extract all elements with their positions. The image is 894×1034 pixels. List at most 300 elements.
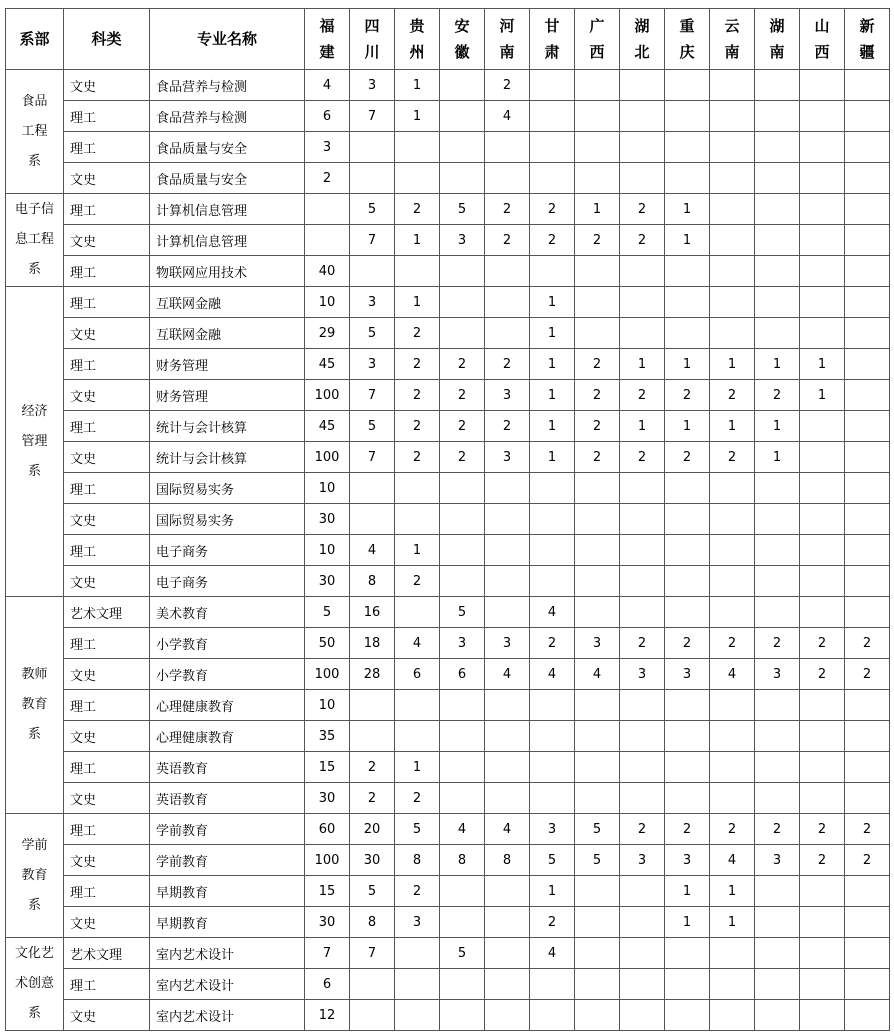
table-row	[6, 597, 890, 628]
quota-cell	[800, 566, 845, 597]
quota-cell	[575, 597, 620, 628]
quota-cell	[440, 504, 485, 535]
quota-cell: 5	[350, 318, 395, 349]
quota-cell	[395, 721, 440, 752]
quota-cell: 35	[305, 721, 350, 752]
quota-cell	[485, 318, 530, 349]
quota-cell	[440, 752, 485, 783]
quota-cell: 1	[395, 70, 440, 101]
quota-cell	[440, 101, 485, 132]
quota-cell	[440, 1000, 485, 1031]
table-row	[6, 287, 890, 318]
quota-cell	[620, 690, 665, 721]
quota-cell: 1	[710, 349, 755, 380]
quota-cell	[845, 225, 890, 256]
table-row	[6, 814, 890, 845]
quota-cell	[845, 287, 890, 318]
quota-cell	[350, 163, 395, 194]
quota-cell: 2	[755, 628, 800, 659]
major-cell: 英语教育	[150, 752, 305, 783]
quota-cell: 2	[800, 845, 845, 876]
quota-cell: 15	[305, 876, 350, 907]
quota-cell: 7	[350, 938, 395, 969]
quota-cell: 2	[485, 349, 530, 380]
quota-cell: 4	[485, 101, 530, 132]
quota-cell: 2	[800, 628, 845, 659]
quota-cell	[485, 535, 530, 566]
quota-cell: 7	[350, 442, 395, 473]
quota-cell	[620, 132, 665, 163]
table-row	[6, 938, 890, 969]
quota-cell	[710, 225, 755, 256]
quota-cell	[530, 783, 575, 814]
category-cell: 理工	[64, 628, 150, 659]
quota-cell	[800, 969, 845, 1000]
department-cell: 学前 教育 系	[6, 814, 64, 938]
quota-cell: 1	[530, 411, 575, 442]
quota-cell: 45	[305, 349, 350, 380]
quota-cell	[575, 783, 620, 814]
quota-cell: 30	[305, 907, 350, 938]
major-cell: 国际贸易实务	[150, 473, 305, 504]
quota-cell: 1	[395, 287, 440, 318]
quota-cell	[350, 504, 395, 535]
quota-cell: 30	[305, 504, 350, 535]
quota-cell: 2	[530, 194, 575, 225]
quota-cell: 3	[620, 659, 665, 690]
quota-cell	[710, 101, 755, 132]
quota-cell: 3	[665, 659, 710, 690]
quota-cell: 3	[485, 442, 530, 473]
quota-cell	[395, 256, 440, 287]
quota-cell	[800, 907, 845, 938]
quota-cell: 3	[485, 380, 530, 411]
quota-cell: 2	[755, 380, 800, 411]
major-cell: 互联网金融	[150, 287, 305, 318]
category-cell: 理工	[64, 287, 150, 318]
quota-cell: 1	[395, 535, 440, 566]
quota-cell: 1	[710, 876, 755, 907]
quota-cell	[755, 318, 800, 349]
quota-cell: 2	[485, 225, 530, 256]
quota-cell	[710, 938, 755, 969]
quota-cell	[575, 535, 620, 566]
quota-cell: 5	[350, 411, 395, 442]
quota-cell	[800, 411, 845, 442]
quota-cell	[845, 380, 890, 411]
quota-cell: 40	[305, 256, 350, 287]
quota-cell	[485, 783, 530, 814]
quota-cell	[440, 318, 485, 349]
quota-cell: 3	[350, 70, 395, 101]
table-row	[6, 504, 890, 535]
quota-cell	[575, 690, 620, 721]
quota-cell: 3	[620, 845, 665, 876]
quota-cell: 4	[530, 938, 575, 969]
quota-cell	[440, 132, 485, 163]
table-row	[6, 566, 890, 597]
quota-cell	[530, 70, 575, 101]
table-row	[6, 442, 890, 473]
quota-cell	[530, 504, 575, 535]
quota-cell	[485, 287, 530, 318]
quota-cell	[800, 318, 845, 349]
quota-cell	[350, 969, 395, 1000]
major-cell: 食品营养与检测	[150, 70, 305, 101]
quota-cell: 5	[350, 194, 395, 225]
quota-cell: 5	[575, 845, 620, 876]
quota-cell	[710, 504, 755, 535]
quota-cell: 5	[350, 876, 395, 907]
quota-cell	[665, 287, 710, 318]
quota-cell: 5	[305, 597, 350, 628]
quota-cell	[440, 535, 485, 566]
quota-cell: 100	[305, 845, 350, 876]
quota-cell: 2	[845, 628, 890, 659]
quota-cell	[665, 473, 710, 504]
quota-cell: 2	[530, 225, 575, 256]
quota-cell: 4	[710, 845, 755, 876]
quota-cell: 2	[755, 814, 800, 845]
quota-cell: 1	[530, 876, 575, 907]
quota-cell: 5	[440, 938, 485, 969]
quota-cell: 8	[350, 566, 395, 597]
quota-cell	[530, 752, 575, 783]
quota-cell	[575, 132, 620, 163]
quota-cell	[620, 163, 665, 194]
quota-cell: 1	[755, 442, 800, 473]
category-cell: 文史	[64, 225, 150, 256]
quota-cell: 4	[575, 659, 620, 690]
quota-cell	[440, 690, 485, 721]
table-row	[6, 194, 890, 225]
quota-cell: 1	[800, 380, 845, 411]
quota-cell	[845, 318, 890, 349]
quota-cell	[350, 721, 395, 752]
quota-cell: 2	[575, 411, 620, 442]
header-province: 湖 南	[755, 9, 800, 70]
quota-cell	[800, 256, 845, 287]
quota-cell	[800, 101, 845, 132]
quota-cell	[710, 690, 755, 721]
quota-cell	[845, 442, 890, 473]
category-cell: 文史	[64, 907, 150, 938]
quota-cell	[755, 194, 800, 225]
major-cell: 国际贸易实务	[150, 504, 305, 535]
quota-cell	[575, 504, 620, 535]
quota-cell	[845, 566, 890, 597]
header-province: 贵 州	[395, 9, 440, 70]
quota-cell	[755, 473, 800, 504]
quota-cell	[620, 752, 665, 783]
quota-cell: 2	[395, 442, 440, 473]
quota-cell	[800, 876, 845, 907]
category-cell: 理工	[64, 969, 150, 1000]
quota-cell: 2	[350, 752, 395, 783]
quota-cell	[530, 721, 575, 752]
quota-cell	[440, 70, 485, 101]
header-province: 四 川	[350, 9, 395, 70]
quota-cell: 8	[440, 845, 485, 876]
quota-cell: 2	[620, 380, 665, 411]
header-row	[6, 9, 890, 70]
quota-cell: 2	[710, 380, 755, 411]
quota-cell: 3	[575, 628, 620, 659]
major-cell: 小学教育	[150, 659, 305, 690]
quota-cell	[620, 318, 665, 349]
quota-cell	[620, 256, 665, 287]
quota-cell: 2	[665, 442, 710, 473]
quota-cell	[755, 287, 800, 318]
quota-cell	[755, 566, 800, 597]
quota-cell: 30	[305, 566, 350, 597]
quota-cell: 2	[485, 411, 530, 442]
major-cell: 室内艺术设计	[150, 1000, 305, 1031]
quota-cell	[800, 70, 845, 101]
quota-cell: 2	[665, 814, 710, 845]
quota-cell: 1	[800, 349, 845, 380]
table-row	[6, 659, 890, 690]
quota-cell	[665, 566, 710, 597]
major-cell: 食品质量与安全	[150, 132, 305, 163]
quota-cell: 10	[305, 690, 350, 721]
quota-cell	[620, 876, 665, 907]
quota-cell	[800, 132, 845, 163]
quota-cell	[395, 163, 440, 194]
quota-cell	[845, 411, 890, 442]
quota-cell: 8	[395, 845, 440, 876]
quota-cell: 1	[665, 349, 710, 380]
header-province: 新 疆	[845, 9, 890, 70]
quota-cell: 1	[395, 101, 440, 132]
quota-cell	[530, 132, 575, 163]
quota-cell	[710, 597, 755, 628]
quota-cell: 30	[305, 783, 350, 814]
quota-cell: 7	[350, 380, 395, 411]
quota-cell	[485, 752, 530, 783]
quota-cell	[665, 504, 710, 535]
quota-cell	[485, 876, 530, 907]
quota-cell: 2	[395, 380, 440, 411]
quota-cell	[620, 473, 665, 504]
quota-cell	[485, 969, 530, 1000]
quota-cell	[485, 938, 530, 969]
quota-cell	[665, 163, 710, 194]
major-cell: 电子商务	[150, 566, 305, 597]
quota-cell	[665, 101, 710, 132]
quota-cell	[710, 287, 755, 318]
quota-cell	[350, 132, 395, 163]
quota-cell	[710, 70, 755, 101]
quota-cell	[665, 318, 710, 349]
quota-cell	[845, 163, 890, 194]
quota-cell: 2	[440, 349, 485, 380]
quota-cell	[620, 907, 665, 938]
category-cell: 文史	[64, 783, 150, 814]
quota-cell	[845, 783, 890, 814]
table-row	[6, 101, 890, 132]
quota-cell	[530, 969, 575, 1000]
quota-cell: 100	[305, 442, 350, 473]
quota-cell: 2	[350, 783, 395, 814]
quota-cell	[845, 349, 890, 380]
quota-cell	[440, 969, 485, 1000]
category-cell: 文史	[64, 659, 150, 690]
quota-cell: 7	[350, 101, 395, 132]
quota-cell	[845, 876, 890, 907]
table-row	[6, 721, 890, 752]
category-cell: 文史	[64, 380, 150, 411]
quota-cell: 2	[395, 783, 440, 814]
quota-cell	[845, 938, 890, 969]
quota-cell	[485, 721, 530, 752]
quota-cell: 2	[575, 225, 620, 256]
quota-cell: 100	[305, 659, 350, 690]
quota-cell	[755, 690, 800, 721]
quota-cell: 2	[440, 411, 485, 442]
major-cell: 早期教育	[150, 876, 305, 907]
quota-cell	[800, 163, 845, 194]
quota-cell	[845, 597, 890, 628]
header-province: 甘 肃	[530, 9, 575, 70]
quota-cell	[350, 256, 395, 287]
quota-cell: 5	[530, 845, 575, 876]
quota-cell: 5	[395, 814, 440, 845]
quota-cell	[845, 752, 890, 783]
major-cell: 物联网应用技术	[150, 256, 305, 287]
quota-cell: 2	[395, 411, 440, 442]
quota-cell	[575, 256, 620, 287]
department-cell: 教师 教育 系	[6, 597, 64, 814]
quota-cell: 1	[575, 194, 620, 225]
quota-cell: 1	[620, 349, 665, 380]
quota-cell	[755, 721, 800, 752]
quota-cell: 2	[710, 814, 755, 845]
table-row	[6, 535, 890, 566]
category-cell: 文史	[64, 1000, 150, 1031]
quota-cell	[845, 690, 890, 721]
quota-cell	[620, 70, 665, 101]
quota-cell: 8	[350, 907, 395, 938]
major-cell: 美术教育	[150, 597, 305, 628]
quota-cell	[485, 473, 530, 504]
quota-cell: 3	[395, 907, 440, 938]
quota-cell	[395, 473, 440, 504]
quota-cell	[755, 876, 800, 907]
quota-cell	[575, 938, 620, 969]
quota-cell	[665, 721, 710, 752]
quota-cell	[800, 287, 845, 318]
quota-cell	[575, 969, 620, 1000]
quota-cell	[755, 783, 800, 814]
quota-cell	[530, 566, 575, 597]
quota-cell	[485, 566, 530, 597]
quota-cell: 1	[530, 442, 575, 473]
quota-cell	[485, 256, 530, 287]
category-cell: 理工	[64, 690, 150, 721]
quota-cell	[800, 473, 845, 504]
quota-cell	[710, 566, 755, 597]
quota-cell	[800, 442, 845, 473]
quota-cell	[755, 256, 800, 287]
quota-cell	[755, 70, 800, 101]
quota-cell: 4	[530, 597, 575, 628]
quota-cell	[530, 1000, 575, 1031]
quota-cell	[575, 318, 620, 349]
quota-cell	[530, 101, 575, 132]
quota-cell: 2	[845, 659, 890, 690]
quota-cell	[575, 907, 620, 938]
header-province: 山 西	[800, 9, 845, 70]
quota-cell	[575, 752, 620, 783]
category-cell: 理工	[64, 473, 150, 504]
department-cell: 电子信 息工程 系	[6, 194, 64, 287]
quota-cell: 2	[440, 380, 485, 411]
quota-cell	[665, 783, 710, 814]
quota-cell	[755, 132, 800, 163]
header-province: 湖 北	[620, 9, 665, 70]
quota-cell: 10	[305, 535, 350, 566]
quota-cell: 28	[350, 659, 395, 690]
quota-cell	[710, 132, 755, 163]
header-province: 安 徽	[440, 9, 485, 70]
quota-cell	[845, 907, 890, 938]
quota-cell: 3	[485, 628, 530, 659]
quota-cell	[755, 938, 800, 969]
major-cell: 财务管理	[150, 349, 305, 380]
header-dept: 系部	[6, 9, 64, 70]
category-cell: 艺术文理	[64, 938, 150, 969]
major-cell: 室内艺术设计	[150, 969, 305, 1000]
quota-cell: 3	[440, 225, 485, 256]
quota-cell	[395, 597, 440, 628]
category-cell: 文史	[64, 845, 150, 876]
quota-cell	[530, 256, 575, 287]
quota-cell: 2	[710, 628, 755, 659]
quota-cell	[755, 1000, 800, 1031]
major-cell: 早期教育	[150, 907, 305, 938]
category-cell: 文史	[64, 163, 150, 194]
table-row	[6, 783, 890, 814]
quota-cell: 2	[620, 628, 665, 659]
major-cell: 室内艺术设计	[150, 938, 305, 969]
quota-cell: 8	[485, 845, 530, 876]
quota-cell	[575, 163, 620, 194]
quota-cell: 3	[755, 845, 800, 876]
quota-cell: 60	[305, 814, 350, 845]
quota-cell: 2	[395, 566, 440, 597]
quota-cell	[800, 194, 845, 225]
table-row	[6, 70, 890, 101]
quota-cell	[530, 473, 575, 504]
quota-cell: 5	[575, 814, 620, 845]
quota-cell: 4	[350, 535, 395, 566]
header-category: 科类	[64, 9, 150, 70]
major-cell: 心理健康教育	[150, 721, 305, 752]
quota-cell	[575, 721, 620, 752]
quota-cell: 10	[305, 287, 350, 318]
quota-cell	[845, 504, 890, 535]
category-cell: 理工	[64, 535, 150, 566]
quota-cell	[350, 1000, 395, 1031]
table-row	[6, 163, 890, 194]
quota-cell: 2	[710, 442, 755, 473]
table-row	[6, 380, 890, 411]
quota-cell	[575, 876, 620, 907]
quota-cell: 1	[530, 380, 575, 411]
quota-cell	[710, 1000, 755, 1031]
category-cell: 文史	[64, 70, 150, 101]
